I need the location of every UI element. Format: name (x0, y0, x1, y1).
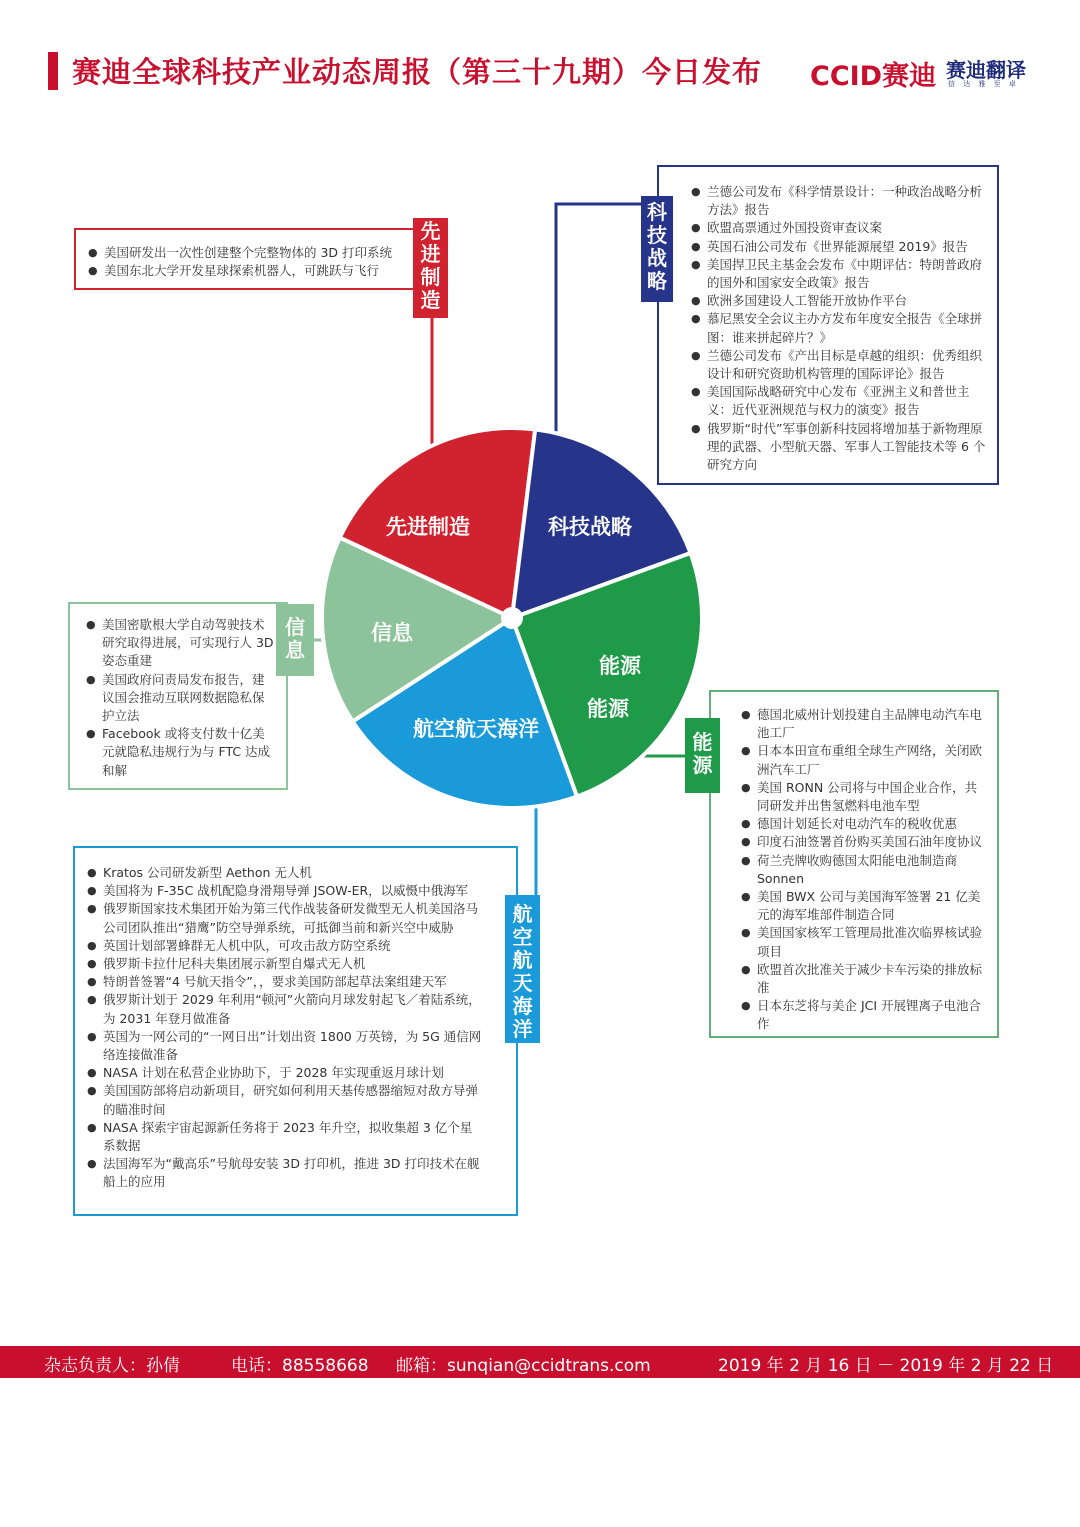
list-item: ● 德国计划延长对电动汽车的税收优惠 (741, 815, 987, 833)
tab-character: 源 (692, 753, 713, 777)
pie-sector-energy-label-duplicate: 能源 (587, 697, 629, 721)
list-item: ● 美国将为 F-35C 战机配隐身滑翔导弹 JSOW-ER，以威慑中俄海军 (87, 882, 484, 900)
list-item: ● 兰德公司发布《产出目标是卓越的组织：优秀组织设计和研究资助机构管理的国际评论》报告 (691, 347, 989, 383)
list-item: ● 俄罗斯卡拉什尼科夫集团展示新型自爆式无人机 (87, 955, 484, 973)
footer-phone: 电话：88558668 (231, 1356, 369, 1376)
connector-tech (556, 204, 641, 440)
ccid-translation-logo: 赛迪翻译 (946, 58, 1026, 82)
list-item: ● 美国研发出一次性创建整个完整物体的 3D 打印系统 (88, 244, 407, 262)
tab-character: 天 (512, 971, 533, 995)
energy-box (709, 690, 999, 1038)
advanced-manufacturing-tab (413, 218, 448, 318)
tab-character: 科 (647, 200, 667, 224)
aerospace-ocean-list (87, 864, 484, 1192)
tab-character: 进 (420, 242, 441, 266)
tech-strategy-list (691, 183, 989, 474)
energy-tab (685, 718, 720, 793)
list-item: ● Kratos 公司研发新型 Aethon 无人机 (87, 864, 484, 882)
list-item: ● 美国东北大学开发星球探索机器人，可跳跃与飞行 (88, 262, 407, 280)
list-item: ● Facebook 或将支付数十亿美元就隐私违规行为与 FTC 达成和解 (86, 725, 274, 780)
tab-character: 信 (285, 615, 305, 639)
pie-center-hub (501, 607, 523, 629)
tech-strategy-tab (641, 196, 673, 302)
page-title: 赛迪全球科技产业动态周报（第三十九期）今日发布 (72, 55, 763, 89)
ccid-logo: CCID赛迪 (810, 61, 937, 92)
pie-sector-energy-label: 能源 (599, 654, 641, 678)
ccid-translation-logo-tagline: 信 达 雅 至 卓 (948, 80, 1019, 88)
list-item: ● 美国捍卫民主基金会发布《中期评估：特朗普政府的国外和国家安全政策》报告 (691, 256, 989, 292)
information-list (86, 616, 274, 780)
tab-character: 航 (512, 948, 533, 972)
list-item: ● 英国为一网公司的“一网日出”计划出资 1800 万英镑，为 5G 通信网络连接做准备 (87, 1028, 484, 1064)
list-item: ● 俄罗斯国家技术集团开始为第三代作战装备研发微型无人机美国洛马公司团队推出“猎鹰”防空导弹系统，可抵御当前和新兴空中威胁 (87, 900, 484, 936)
footer-editor: 杂志负责人：孙倩 (44, 1356, 180, 1376)
list-item: ● 兰德公司发布《科学情景设计：一种政治战略分析方法》报告 (691, 183, 989, 219)
list-item: ● 俄罗斯计划于 2029 年利用“顿河”火箭向月球发射起飞／着陆系统，为 2031 年登月做准备 (87, 991, 484, 1027)
advanced-manufacturing-box (74, 228, 419, 290)
list-item: ● 法国海军为“戴高乐”号航母安装 3D 打印机，推进 3D 打印技术在舰船上的应用 (87, 1155, 484, 1191)
pie-sector-tech-strategy-label: 科技战略 (548, 515, 632, 539)
tab-character: 洋 (512, 1017, 533, 1041)
list-item: ● 欧洲多国建设人工智能开放协作平台 (691, 292, 989, 310)
list-item: ● 欧盟高票通过外国投资审查议案 (691, 219, 989, 237)
tab-character: 能 (692, 730, 713, 754)
advanced-manufacturing-list (88, 244, 407, 280)
tab-character: 战 (647, 246, 667, 270)
list-item: ● 特朗普签署“4 号航天指令”，，要求美国防部起草法案组建天军 (87, 973, 484, 991)
list-item: ● 美国国家核军工管理局批准次临界核试验项目 (741, 924, 987, 960)
information-box (68, 602, 288, 790)
footer-date-range: 2019 年 2 月 16 日 － 2019 年 2 月 22 日 (718, 1356, 1054, 1376)
tab-character: 制 (420, 265, 441, 289)
list-item: ● 欧盟首次批准关于减少卡车污染的排放标准 (741, 961, 987, 997)
list-item: ● 日本东芝将与美企 JCI 开展锂离子电池合作 (741, 997, 987, 1033)
list-item: ● 美国密歇根大学自动驾驶技术研究取得进展，可实现行人 3D 姿态重建 (86, 616, 274, 671)
tab-character: 航 (512, 902, 533, 926)
tab-character: 先 (420, 219, 441, 243)
list-item: ● 印度石油签署首份购买美国石油年度协议 (741, 833, 987, 851)
list-item: ● 美国国防部将启动新项目，研究如何利用天基传感器缩短对敌方导弹的瞄准时间 (87, 1082, 484, 1118)
list-item: ● 美国政府问责局发布报告，建议国会推动互联网数据隐私保护立法 (86, 671, 274, 726)
list-item: ● 英国石油公司发布《世界能源展望 2019》报告 (691, 238, 989, 256)
pie-sector-information-label: 信息 (371, 621, 413, 645)
tab-character: 造 (420, 288, 441, 312)
list-item: ● 美国 RONN 公司将与中国企业合作，共同研发并出售氢燃料电池车型 (741, 779, 987, 815)
list-item: ● 德国北威州计划投建自主品牌电动汽车电池工厂 (741, 706, 987, 742)
list-item: ● 慕尼黑安全会议主办方发布年度安全报告《全球拼图：谁来拼起碎片？》 (691, 310, 989, 346)
list-item: ● NASA 计划在私营企业协助下，于 2028 年实现重返月球计划 (87, 1064, 484, 1082)
pie-sector-advanced-manufacturing-label: 先进制造 (386, 515, 470, 539)
list-item: ● 英国计划部署蜂群无人机中队，可攻击敌方防空系统 (87, 937, 484, 955)
tab-character: 海 (512, 994, 533, 1018)
list-item: ● 日本本田宣布重组全球生产网络，关闭欧洲汽车工厂 (741, 742, 987, 778)
tech-strategy-box (657, 165, 999, 485)
footer-email[interactable]: 邮箱：sunqian@ccidtrans.com (396, 1356, 651, 1376)
list-item: ● NASA 探索宇宙起源新任务将于 2023 年升空，拟收集超 3 亿个星系数据 (87, 1119, 484, 1155)
aerospace-ocean-tab (505, 895, 540, 1043)
tab-character: 略 (647, 269, 667, 293)
list-item: ● 俄罗斯“时代”军事创新科技园将增加基于新物理原理的武器、小型航天器、军事人工智能技术等 6 个研究方向 (691, 420, 989, 475)
list-item: ● 美国国际战略研究中心发布《亚洲主义和普世主义：近代亚洲规范与权力的演变》报告 (691, 383, 989, 419)
aerospace-ocean-box (73, 846, 518, 1216)
list-item: ● 荷兰壳牌收购德国太阳能电池制造商 Sonnen (741, 852, 987, 888)
tab-character: 技 (647, 223, 667, 247)
tab-character: 息 (285, 638, 305, 662)
tab-character: 空 (512, 925, 533, 949)
energy-list (741, 706, 987, 1034)
pie-sector-aerospace-ocean-label: 航空航天海洋 (413, 717, 539, 741)
list-item: ● 美国 BWX 公司与美国海军签署 21 亿美元的海军堆部件制造合同 (741, 888, 987, 924)
information-tab (276, 604, 314, 676)
